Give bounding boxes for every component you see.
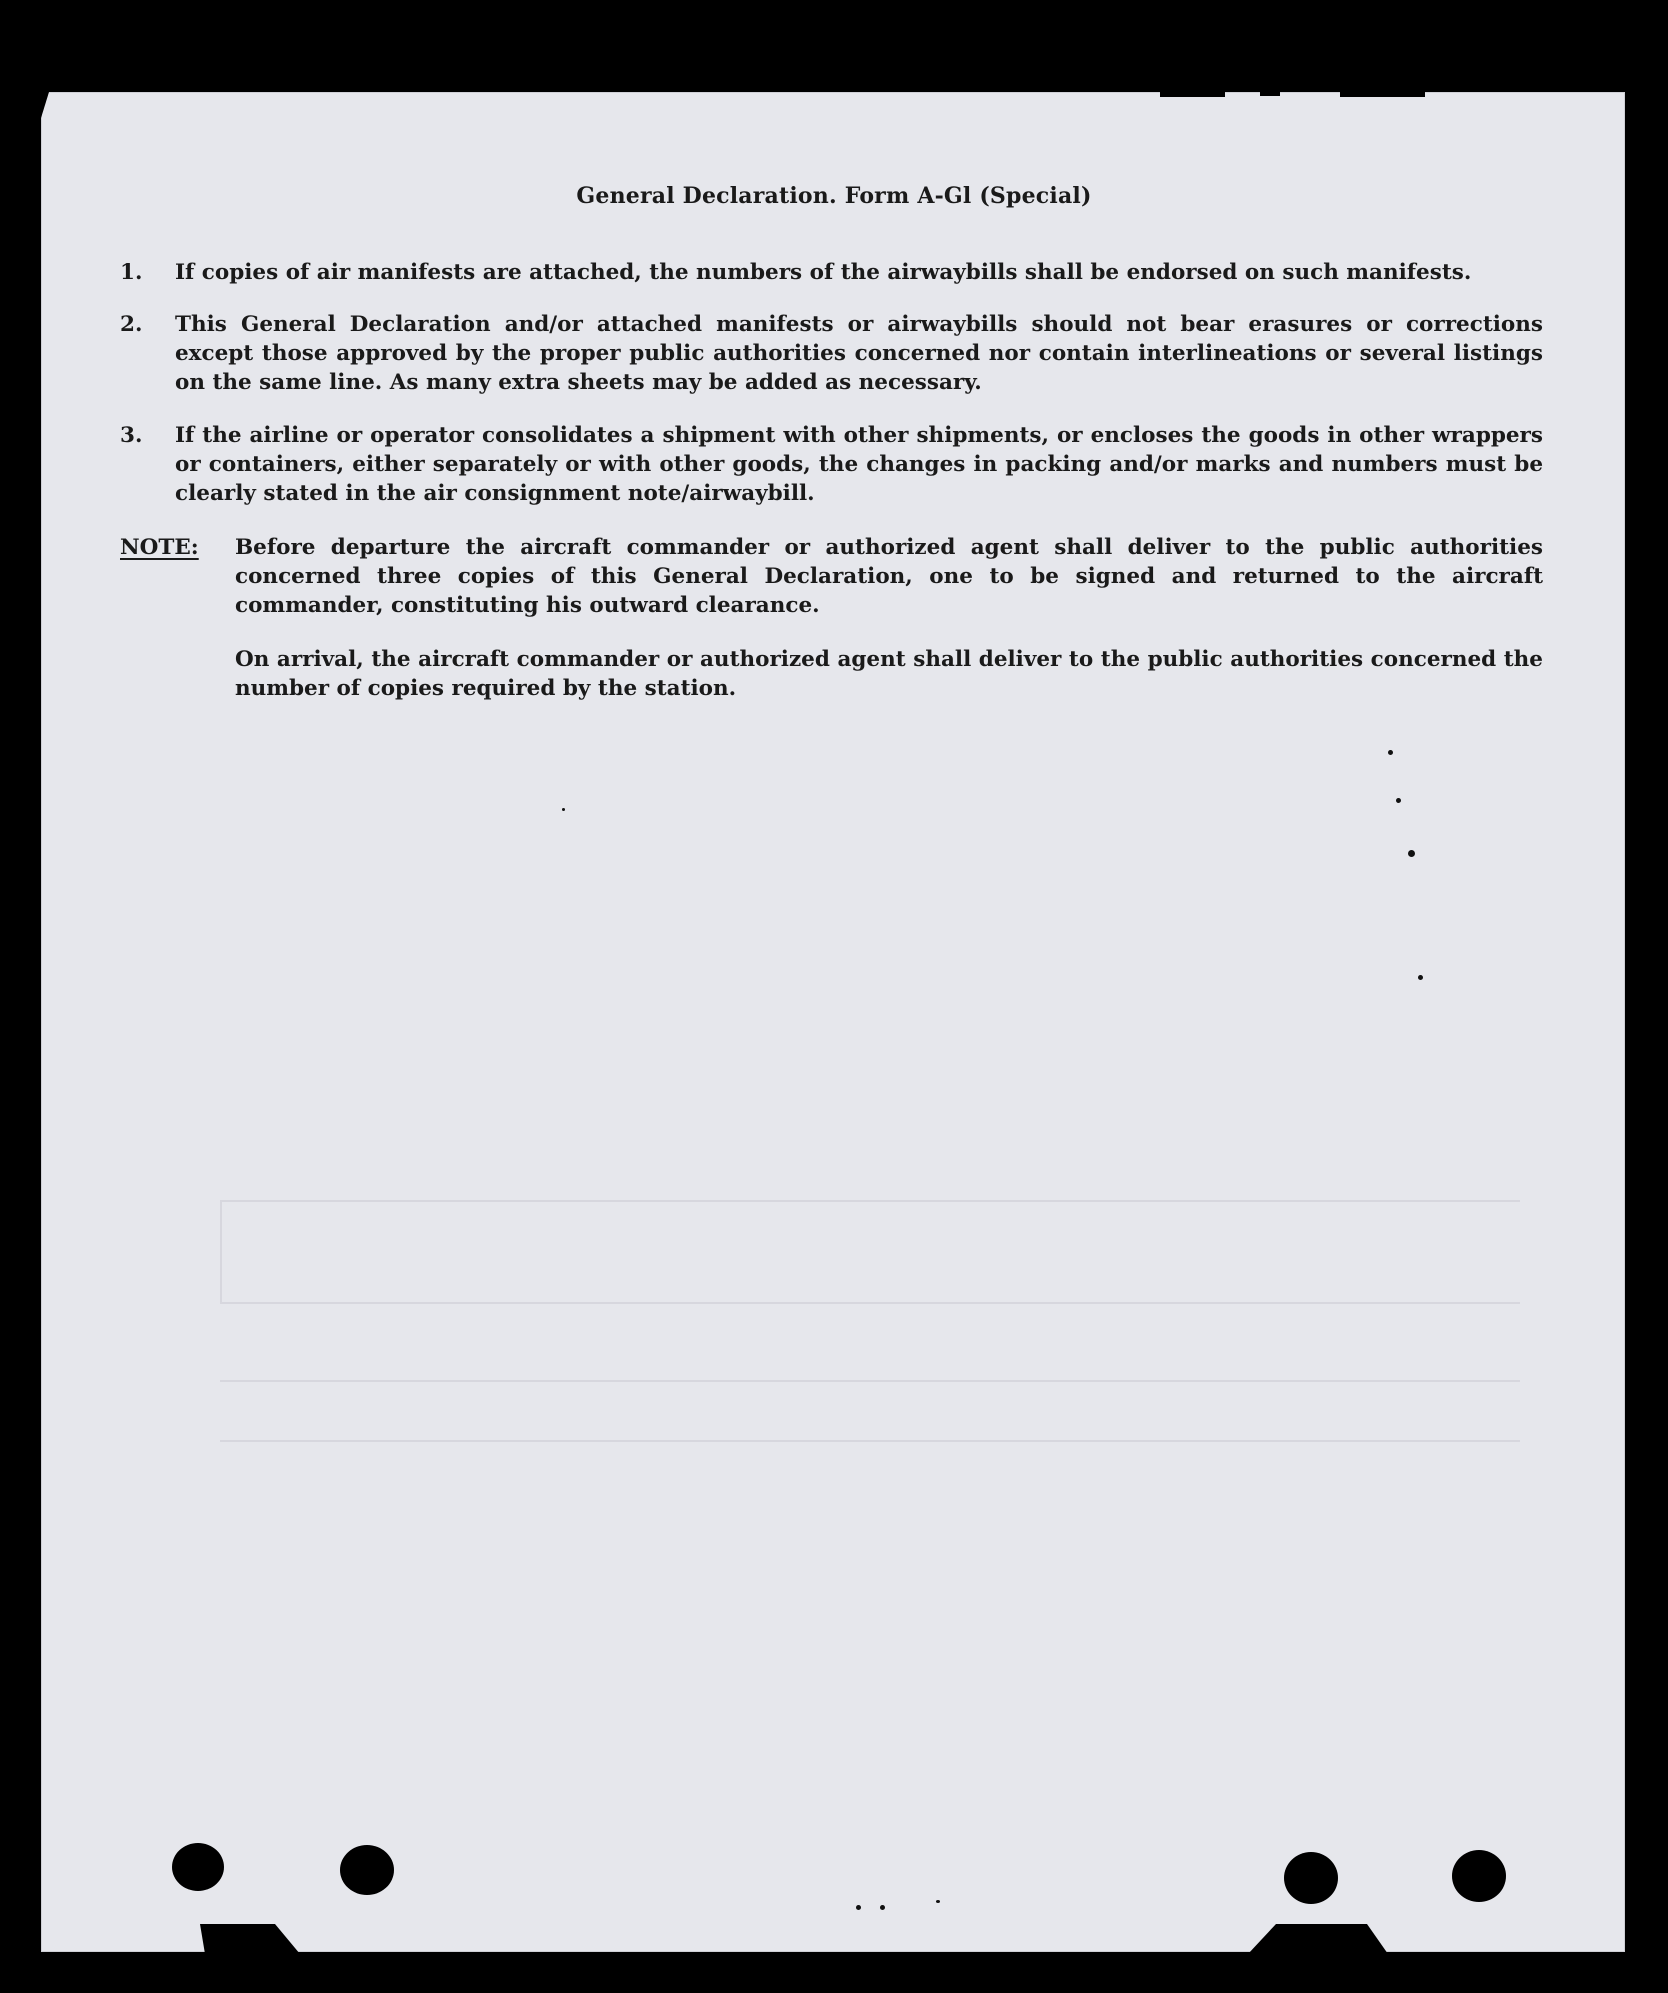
- paper-speck: [880, 1905, 885, 1910]
- paper-speck: [1396, 798, 1401, 803]
- document-title: General Declaration. Form A-Gl (Special): [576, 183, 1092, 209]
- paper-speck: [1408, 850, 1415, 857]
- list-item: [120, 258, 1543, 288]
- note-paragraph: Before departure the aircraft commander or authorized agent shall deliver to the public authorities concerned three copies of this General Declaration, one to be signed and returned to the aircraft commander, constituting his outward clearance.: [235, 535, 1543, 618]
- punch-hole: [172, 1843, 224, 1891]
- list-item-text: This General Declaration and/or attached manifests or airwaybills should not bear erasures or corrections except those approved by the proper public authorities concerned nor contain interlineations or several listings on the same line. As many extra sheets may be added as necessary.: [175, 312, 1543, 395]
- list-item-text: If the airline or operator consolidates a shipment with other shipments, or encloses the goods in other wrappers or containers, either separately or with other goods, the changes in packing and/or marks and numbers must be clearly stated in the air consignment note/airwaybill.: [175, 423, 1543, 506]
- paper-speck: [1388, 750, 1393, 755]
- note-label: NOTE:: [120, 535, 199, 560]
- list-item: [120, 421, 1543, 511]
- top-edge-mark: [1340, 92, 1425, 97]
- punch-hole: [1284, 1852, 1338, 1904]
- punch-hole: [1452, 1850, 1506, 1902]
- list-item: [120, 310, 1543, 400]
- list-item-number: 3.: [120, 423, 143, 448]
- list-item-number: 2.: [120, 312, 143, 337]
- note-block: [120, 533, 1543, 623]
- note-paragraph: On arrival, the aircraft commander or authorized agent shall deliver to the public authorities concerned the number of copies required by the station.: [235, 647, 1543, 701]
- top-edge-mark: [1160, 92, 1225, 97]
- top-edge-mark: [1260, 92, 1280, 96]
- list-item-number: 1.: [120, 260, 143, 285]
- paper-speck: [936, 1900, 940, 1903]
- note-block: [120, 645, 1543, 705]
- list-item-text: If copies of air manifests are attached, the numbers of the airwaybills shall be endorsed on such manifests.: [175, 260, 1472, 285]
- bleed-through-marks: [220, 1200, 1520, 1700]
- paper-speck: [1418, 975, 1423, 980]
- paper-speck: [856, 1905, 861, 1910]
- page-corner-shadow: [41, 92, 49, 118]
- punch-hole: [340, 1845, 394, 1895]
- paper-speck: [562, 808, 565, 811]
